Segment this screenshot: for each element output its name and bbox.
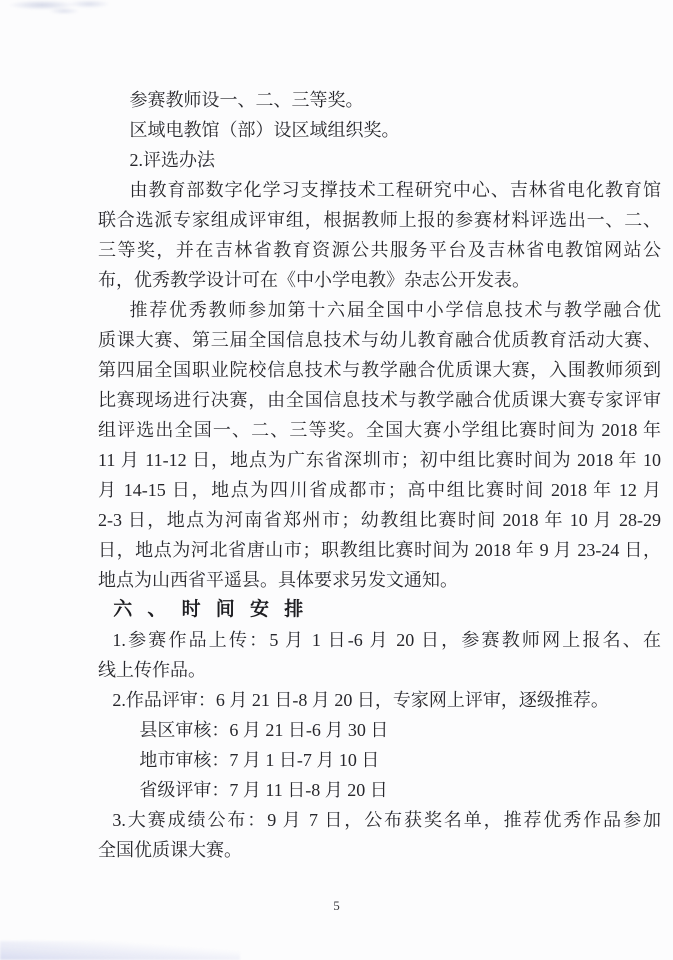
text-line: 2.作品评审：6 月 21 日-8 月 20 日，专家网上评审，逐级推荐。 xyxy=(112,690,609,710)
scan-smudge-top-left xyxy=(4,0,134,15)
text-line: 布，优秀教学设计可在《中小学电教》杂志公开发表。 xyxy=(98,270,530,290)
text-line: 由教育部数字化学习支撑技术工程研究中心、吉林省电化教育馆 xyxy=(129,180,661,200)
text-line: 推荐优秀教师参加第十六届全国中小学信息技术与教学融合优 xyxy=(129,300,661,320)
document-body xyxy=(98,85,661,865)
text-line: 11 月 11-12 日，地点为广东省深圳市；初中组比赛时间为 2018 年 10 xyxy=(98,450,661,470)
text-line: 三等奖，并在吉林省教育资源公共服务平台及吉林省电教馆网站公 xyxy=(98,240,661,260)
text-line: 质课大赛、第三届全国信息技术与幼儿教育融合优质教育活动大赛、 xyxy=(98,330,661,350)
text-line: 组评选出全国一、二、三等奖。全国大赛小学组比赛时间为 2018 年 xyxy=(98,420,661,440)
text-line: 全国优质课大赛。 xyxy=(98,840,242,860)
text-line: 县区审核：6 月 21 日-6 月 30 日 xyxy=(139,720,389,740)
text-line: 比赛现场进行决赛，由全国信息技术与教学融合优质课大赛专家评审 xyxy=(98,390,661,410)
scan-smudge-bottom-left xyxy=(0,941,240,960)
page-number: 5 xyxy=(333,898,340,913)
text-line: 第四届全国职业院校信息技术与教学融合优质课大赛，入围教师须到 xyxy=(98,360,661,380)
text-line: 地市审核：7 月 1 日-7 月 10 日 xyxy=(139,750,380,770)
text-line: 月 14-15 日，地点为四川省成都市；高中组比赛时间 2018 年 12 月 xyxy=(98,480,661,500)
text-line: 3.大赛成绩公布：9 月 7 日，公布获奖名单，推荐优秀作品参加 xyxy=(112,810,661,830)
text-line: 2-3 日，地点为河南省郑州市；幼教组比赛时间 2018 年 10 月 28-29 xyxy=(98,510,661,530)
text-line: 1.参赛作品上传：5 月 1 日-6 月 20 日，参赛教师网上报名、在 xyxy=(112,630,661,650)
text-line: 线上传作品。 xyxy=(98,660,206,680)
text-line: 参赛教师设一、二、三等奖。 xyxy=(129,90,364,110)
text-line: 省级评审：7 月 11 日-8 月 20 日 xyxy=(139,780,388,800)
text-line: 联合选派专家组成评审组，根据教师上报的参赛材料评选出一、二、 xyxy=(98,210,661,230)
text-line: 区域电教馆（部）设区域组织奖。 xyxy=(129,120,400,140)
text-line: 地点为山西省平遥县。具体要求另发文通知。 xyxy=(98,570,458,590)
text-line: 日，地点为河北省唐山市；职教组比赛时间为 2018 年 9 月 23-24 日， xyxy=(98,540,661,560)
text-line: 2.评选办法 xyxy=(129,150,215,170)
section-heading: 六、时间安排 xyxy=(113,599,319,620)
